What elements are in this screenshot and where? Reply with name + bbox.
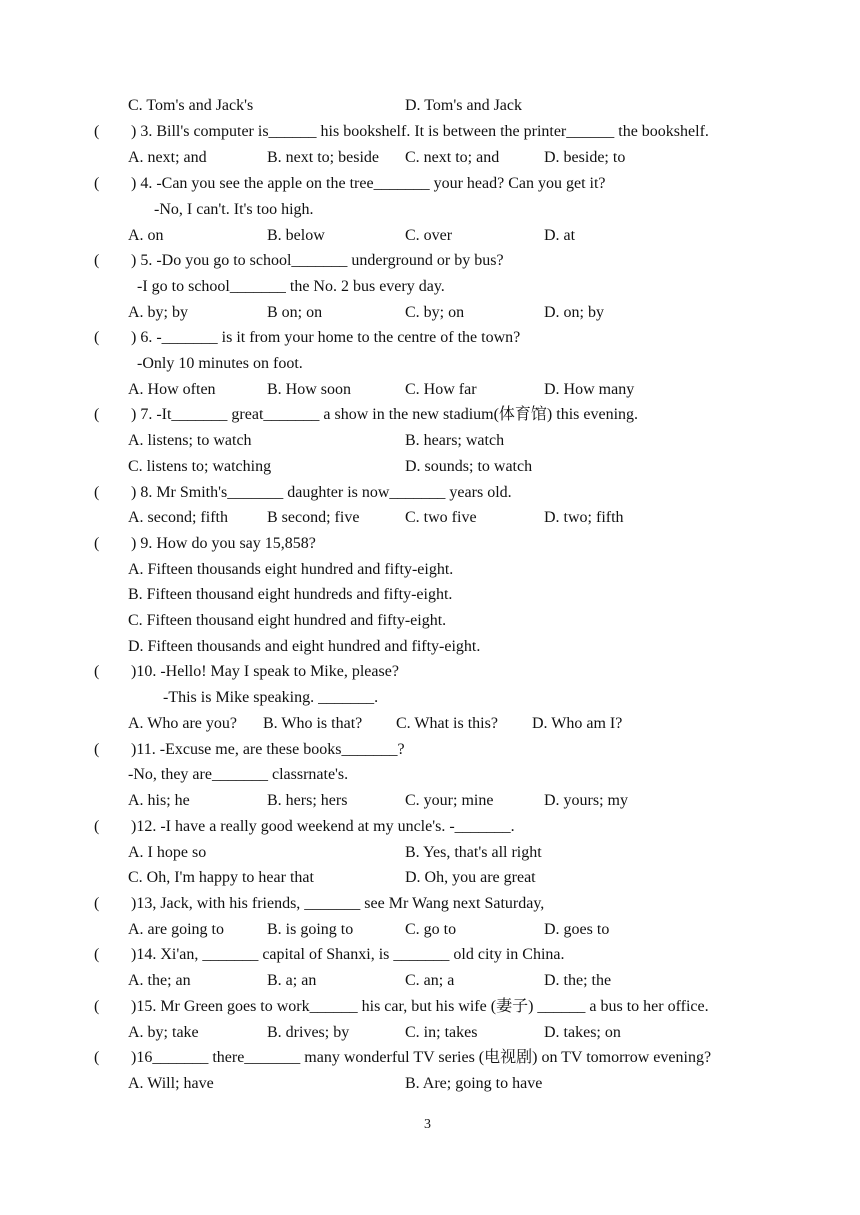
option-d: D. two; fifth bbox=[544, 509, 624, 526]
option-b: B. hears; watch bbox=[405, 432, 505, 449]
option-d: D. sounds; to watch bbox=[405, 458, 533, 475]
option-b: B. hers; hers bbox=[267, 792, 348, 809]
option-d: D. yours; my bbox=[544, 792, 628, 809]
question-14-stem: )14. Xi'an, _______ capital of Shanxi, is _______ old city in China. bbox=[131, 946, 565, 963]
question-10-stem: )10. -Hello! May I speak to Mike, please? bbox=[131, 663, 399, 680]
question-11-response: -No, they are_______ classrnate's. bbox=[128, 766, 349, 783]
question-6-response: -Only 10 minutes on foot. bbox=[137, 355, 303, 372]
option-a: A. Who are you? bbox=[128, 715, 237, 732]
question-10-response: -This is Mike speaking. _______. bbox=[163, 689, 379, 706]
option-b: B. How soon bbox=[267, 381, 352, 398]
option-c: C. How far bbox=[405, 381, 477, 398]
option-c: C. go to bbox=[405, 921, 457, 938]
answer-paren: ( bbox=[94, 998, 100, 1015]
question-4-response: -No, I can't. It's too high. bbox=[154, 201, 314, 218]
option-c: C. your; mine bbox=[405, 792, 494, 809]
question-12-stem: )12. -I have a really good weekend at my uncle's. -_______. bbox=[131, 818, 515, 835]
option-b: B. Are; going to have bbox=[405, 1075, 543, 1092]
answer-paren: ( bbox=[94, 663, 100, 680]
answer-paren: ( bbox=[94, 946, 100, 963]
option-b: B. drives; by bbox=[267, 1024, 350, 1041]
answer-paren: ( bbox=[94, 123, 100, 140]
answer-paren: ( bbox=[94, 818, 100, 835]
option-c: C. over bbox=[405, 227, 453, 244]
question-9-stem: ) 9. How do you say 15,858? bbox=[131, 535, 316, 552]
option-d: D. Fifteen thousands and eight hundred and fifty-eight. bbox=[128, 638, 481, 655]
option-c: C. listens to; watching bbox=[128, 458, 272, 475]
option-d: D. Who am I? bbox=[532, 715, 623, 732]
option-d: D. Tom's and Jack bbox=[405, 97, 523, 114]
question-5-stem: ) 5. -Do you go to school_______ underground or by bus? bbox=[131, 252, 504, 269]
option-b: B on; on bbox=[267, 304, 323, 321]
option-a: A. are going to bbox=[128, 921, 224, 938]
answer-paren: ( bbox=[94, 535, 100, 552]
option-b: B second; five bbox=[267, 509, 360, 526]
question-4-stem: ) 4. -Can you see the apple on the tree_______ your head? Can you get it? bbox=[131, 175, 606, 192]
option-a: A. Fifteen thousands eight hundred and fifty-eight. bbox=[128, 561, 454, 578]
option-a: A. the; an bbox=[128, 972, 191, 989]
option-d: D. the; the bbox=[544, 972, 612, 989]
question-16-stem: )16_______ there_______ many wonderful TV series (电视剧) on TV tomorrow evening? bbox=[131, 1049, 712, 1066]
option-b: B. below bbox=[267, 227, 325, 244]
option-a: A. on bbox=[128, 227, 164, 244]
answer-paren: ( bbox=[94, 252, 100, 269]
option-a: A. by; by bbox=[128, 304, 188, 321]
option-b: B. Yes, that's all right bbox=[405, 844, 542, 861]
option-b: B. next to; beside bbox=[267, 149, 379, 166]
option-d: D. Oh, you are great bbox=[405, 869, 536, 886]
option-d: D. beside; to bbox=[544, 149, 626, 166]
answer-paren: ( bbox=[94, 1049, 100, 1066]
option-a: A. Will; have bbox=[128, 1075, 214, 1092]
option-a: A. next; and bbox=[128, 149, 207, 166]
option-b: B. Fifteen thousand eight hundreds and fifty-eight. bbox=[128, 586, 453, 603]
option-d: D. takes; on bbox=[544, 1024, 621, 1041]
option-c: C. two five bbox=[405, 509, 477, 526]
option-c: C. next to; and bbox=[405, 149, 500, 166]
option-c: C. an; a bbox=[405, 972, 455, 989]
option-a: A. by; take bbox=[128, 1024, 199, 1041]
option-d: D. at bbox=[544, 227, 576, 244]
question-6-stem: ) 6. -_______ is it from your home to the centre of the town? bbox=[131, 329, 521, 346]
option-c: C. in; takes bbox=[405, 1024, 478, 1041]
option-a: A. I hope so bbox=[128, 844, 207, 861]
option-c: C. Fifteen thousand eight hundred and fifty-eight. bbox=[128, 612, 447, 629]
answer-paren: ( bbox=[94, 484, 100, 501]
option-c: C. What is this? bbox=[396, 715, 498, 732]
question-8-stem: ) 8. Mr Smith's_______ daughter is now_______ years old. bbox=[131, 484, 512, 501]
answer-paren: ( bbox=[94, 406, 100, 423]
option-c: C. Tom's and Jack's bbox=[128, 97, 254, 114]
option-b: B. Who is that? bbox=[263, 715, 363, 732]
option-a: A. his; he bbox=[128, 792, 190, 809]
option-b: B. a; an bbox=[267, 972, 317, 989]
option-a: A. listens; to watch bbox=[128, 432, 252, 449]
question-13-stem: )13, Jack, with his friends, _______ see Mr Wang next Saturday, bbox=[131, 895, 545, 912]
option-c: C. by; on bbox=[405, 304, 465, 321]
question-7-stem: ) 7. -It_______ great_______ a show in the new stadium(体育馆) this evening. bbox=[131, 406, 639, 423]
question-3-stem: ) 3. Bill's computer is______ his bookshelf. It is between the printer______ the bookshelf. bbox=[131, 123, 709, 140]
option-d: D. on; by bbox=[544, 304, 604, 321]
answer-paren: ( bbox=[94, 329, 100, 346]
option-c: C. Oh, I'm happy to hear that bbox=[128, 869, 314, 886]
question-11-stem: )11. -Excuse me, are these books_______? bbox=[131, 741, 405, 758]
answer-paren: ( bbox=[94, 175, 100, 192]
option-d: D. How many bbox=[544, 381, 635, 398]
answer-paren: ( bbox=[94, 895, 100, 912]
option-a: A. How often bbox=[128, 381, 216, 398]
page-number: 3 bbox=[424, 1117, 431, 1132]
question-15-stem: )15. Mr Green goes to work______ his car, but his wife (妻子) ______ a bus to her office. bbox=[131, 998, 709, 1015]
question-5-response: -I go to school_______ the No. 2 bus every day. bbox=[137, 278, 445, 295]
option-d: D. goes to bbox=[544, 921, 610, 938]
option-a: A. second; fifth bbox=[128, 509, 228, 526]
option-b: B. is going to bbox=[267, 921, 354, 938]
answer-paren: ( bbox=[94, 741, 100, 758]
